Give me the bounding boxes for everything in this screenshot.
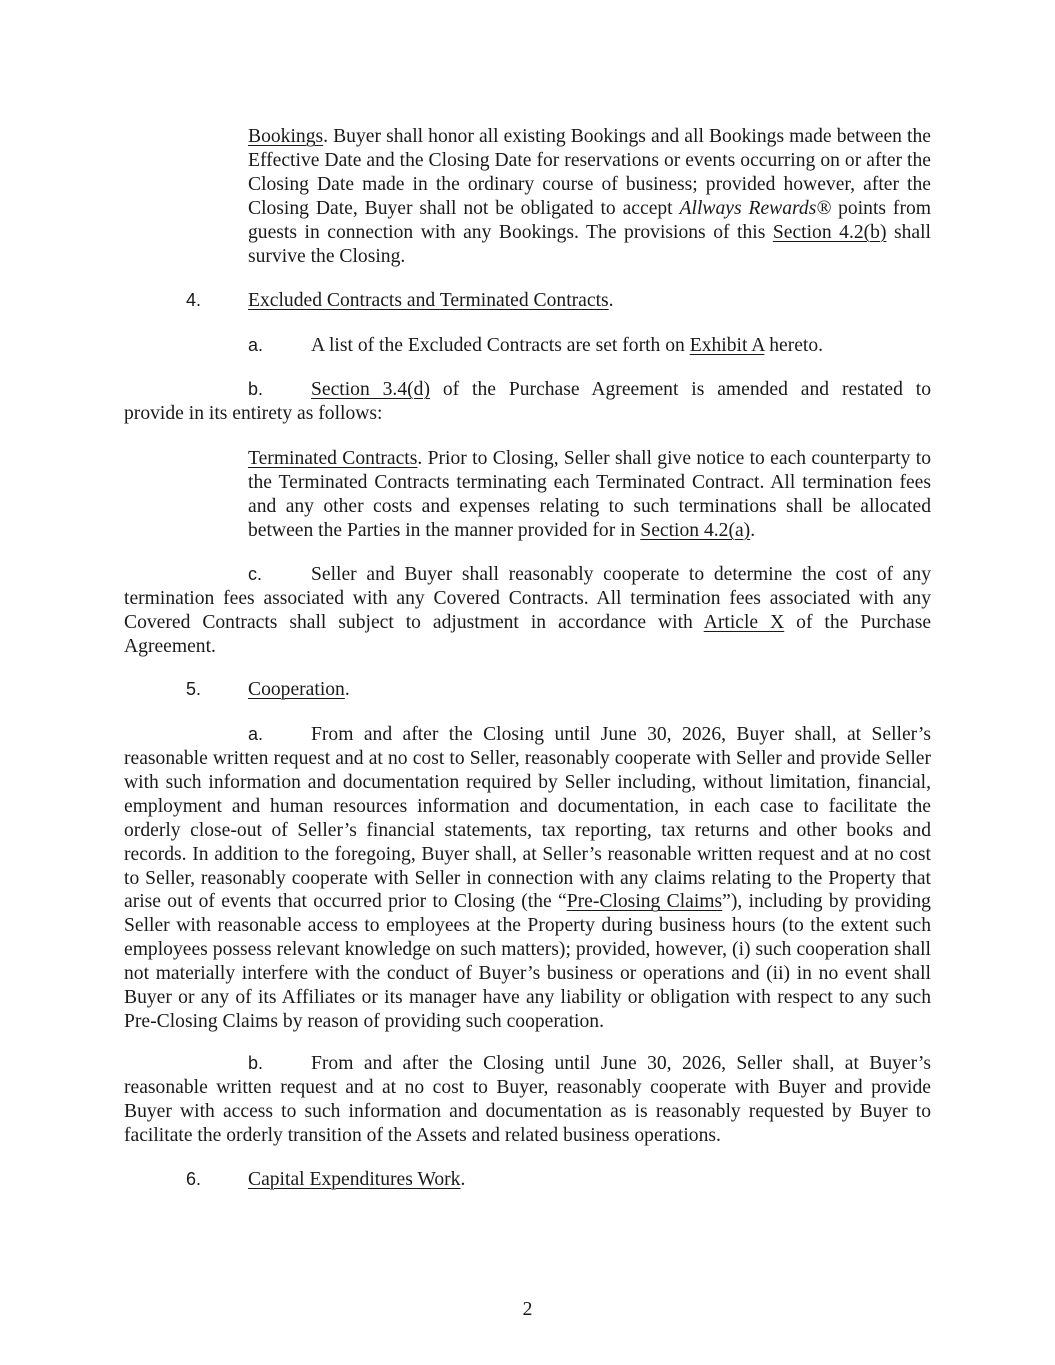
bookings-text-1: Closing Date made in the ordinary course of business; provided however, after the: [248, 173, 931, 195]
item-4c-text-2: Covered Contracts shall subject to adjustment in accordance with: [124, 611, 704, 633]
text-line: [124, 1076, 931, 1100]
text-line: [248, 173, 931, 197]
text-line: [124, 962, 931, 986]
item-5a-text-3: not materially interfere with the conduct of Buyer’s business or operations and (ii) in no event shall: [124, 963, 931, 985]
section-4-period: .: [608, 290, 614, 311]
bookings-text-2: guests in connection with any Bookings. The provisions of this: [248, 221, 773, 243]
text-line: [248, 221, 931, 245]
text-line: [124, 795, 931, 819]
item-4c-text-3: Agreement.: [124, 635, 216, 657]
text-line: [124, 1010, 931, 1034]
terminated-text-2: .: [750, 519, 756, 541]
item-4c-letter: c.: [248, 564, 263, 584]
text-line: [124, 1124, 931, 1148]
text-line: [124, 867, 931, 891]
bookings-paragraph: [248, 125, 931, 268]
exhibit-a-ref: Exhibit A: [689, 335, 765, 356]
item-5b-continuation: [124, 1076, 931, 1148]
item-5a-text-3: Pre-Closing Claims by reason of providing such cooperation.: [124, 1010, 604, 1032]
pre-closing-claims-ref: Pre-Closing Claims: [566, 891, 723, 913]
item-5a-text-2: records. In addition to the foregoing, Buyer shall, at Seller’s reasonable written request and at no cost: [124, 843, 931, 865]
text-line: [124, 890, 931, 914]
item-5a-text-2: reasonable written request and at no cost to Seller, reasonably cooperate with Seller and provide Seller: [124, 748, 931, 769]
bookings-text-1: Effective Date and the Closing Date for reservations or events occurring on or after the: [248, 149, 931, 171]
item-5a-text-2: with such information and documentation required by Seller including, without limitation, financial,: [124, 771, 931, 793]
item-5b-text-2: reasonable written request and at no cost to Buyer, reasonably cooperate with Buyer and provide: [124, 1077, 931, 1098]
section-5-heading: Cooperation: [248, 679, 345, 700]
text-line: [124, 635, 931, 659]
section-6-heading: Capital Expenditures Work: [248, 1169, 461, 1190]
terminated-text-1: and any other costs and expenses relating to such terminations shall be allocated: [248, 495, 931, 517]
item-5b-letter: b.: [248, 1053, 264, 1073]
section-5-period: .: [344, 679, 350, 700]
bookings-text-1: Closing Date, Buyer shall not be obligated to accept: [248, 197, 680, 219]
item-4c-text-3: of the Purchase: [784, 611, 932, 633]
terminated-text-1: the Terminated Contracts terminating each Terminated Contract. All termination fees: [248, 471, 931, 493]
text-line: [124, 611, 931, 635]
text-line: [124, 747, 931, 771]
text-line: [124, 938, 931, 962]
item-4b-first-line: [311, 378, 931, 402]
item-5a-text-3: Buyer or any of its Affiliates or its manager have any liability or obligation with respect to any such: [124, 987, 931, 1009]
section-5-heading-row: [248, 678, 350, 702]
bookings-text-3: survive the Closing.: [248, 245, 406, 267]
item-5a-text-2: orderly close-out of Seller’s financial statements, tax reporting, tax returns and other books and: [124, 819, 931, 841]
terminated-contracts-paragraph: [248, 447, 931, 543]
text-line: [124, 986, 931, 1010]
text-line: [124, 771, 931, 795]
text-line: [124, 914, 931, 938]
item-4a-text: [311, 334, 823, 358]
item-5a-text-3: employees possess relevant knowledge on such matters); provided, however, (i) such cooperation shall: [124, 939, 931, 961]
text-line: [124, 587, 931, 611]
section-5-number: 5.: [186, 679, 202, 699]
bookings-heading: Bookings: [248, 126, 324, 147]
item-5a-text-3: Seller with reasonable access to employees at the Property during business hours (to the extent such: [124, 915, 931, 937]
section-6-number: 6.: [186, 1169, 202, 1189]
item-4a-text-1: A list of the Excluded Contracts are set forth on: [311, 335, 690, 356]
bookings-text-1: . Buyer shall honor all existing Bookings and all Bookings made between the: [323, 126, 931, 147]
item-4c-text-2: termination fees associated with any Covered Contracts. All termination fees associated with any: [124, 588, 931, 609]
item-5a-text-2: arise out of events that occurred prior to Closing (the “: [124, 891, 567, 913]
item-4b-second-line: provide in its entirety as follows:: [124, 403, 383, 424]
item-5b-text-2: Buyer with access to such information and documentation as is reasonably requested by Buyer to: [124, 1100, 931, 1122]
text-line: [248, 495, 931, 519]
item-4c-first-line: [311, 563, 931, 587]
text-line: [248, 471, 931, 495]
text-line: [124, 819, 931, 843]
allways-rewards-italic: Allways Rewards®: [679, 197, 832, 219]
item-4c-continuation: [124, 587, 931, 659]
text-line: [248, 447, 931, 471]
article-x-ref: Article X: [703, 611, 785, 633]
section-4-heading-row: [248, 289, 614, 313]
section-3-4d-ref: Section 3.4(d): [311, 379, 430, 400]
terminated-text-1: . Prior to Closing, Seller shall give notice to each counterparty to: [417, 448, 931, 469]
item-5a-continuation: [124, 747, 931, 1034]
item-5a-text-2: employment and human resources information and documentation, in each case to facilitate the: [124, 795, 931, 817]
item-4b-letter: b.: [248, 379, 264, 399]
bookings-text-2: points from: [831, 197, 932, 219]
item-5a-first-line: [311, 723, 931, 747]
text-line: [248, 245, 931, 269]
text-line: [248, 149, 931, 173]
bookings-text-3: shall: [886, 221, 932, 243]
terminated-contracts-heading: Terminated Contracts: [248, 448, 418, 469]
text-line: [124, 843, 931, 867]
text-line: [248, 125, 931, 149]
section-4-heading: Excluded Contracts and Terminated Contracts: [248, 290, 609, 311]
item-5a-text-3: ”), including by providing: [722, 891, 931, 913]
item-5b-text-2: facilitate the orderly transition of the Assets and related business operations.: [124, 1124, 721, 1146]
section-6-period: .: [460, 1169, 466, 1190]
section-4-2a-ref: Section 4.2(a): [640, 519, 751, 541]
item-5b-text-1: From and after the Closing until June 30, 2026, Seller shall, at Buyer’s: [311, 1053, 931, 1074]
item-4b-text-1: of the Purchase Agreement is amended and restated to: [429, 379, 931, 400]
section-4-number: 4.: [186, 290, 202, 310]
item-5a-letter: a.: [248, 724, 264, 744]
item-5a-text-1: From and after the Closing until June 30, 2026, Buyer shall, at Seller’s: [311, 724, 931, 745]
text-line: [248, 519, 931, 543]
item-4a-text-2: hereto.: [764, 335, 824, 356]
item-4a-letter: a.: [248, 335, 264, 355]
text-line: [248, 197, 931, 221]
page-number: 2: [522, 1299, 533, 1320]
terminated-text-1: between the Parties in the manner provided for in: [248, 519, 641, 541]
item-5a-text-2: to Seller, reasonably cooperate with Seller in connection with any claims relating to the Property that: [124, 867, 931, 889]
item-5b-first-line: [311, 1052, 931, 1076]
section-4-2b-ref: Section 4.2(b): [772, 221, 887, 243]
section-6-heading-row: [248, 1168, 465, 1192]
text-line: [124, 1100, 931, 1124]
item-4c-text-1: Seller and Buyer shall reasonably cooperate to determine the cost of any: [311, 564, 931, 585]
